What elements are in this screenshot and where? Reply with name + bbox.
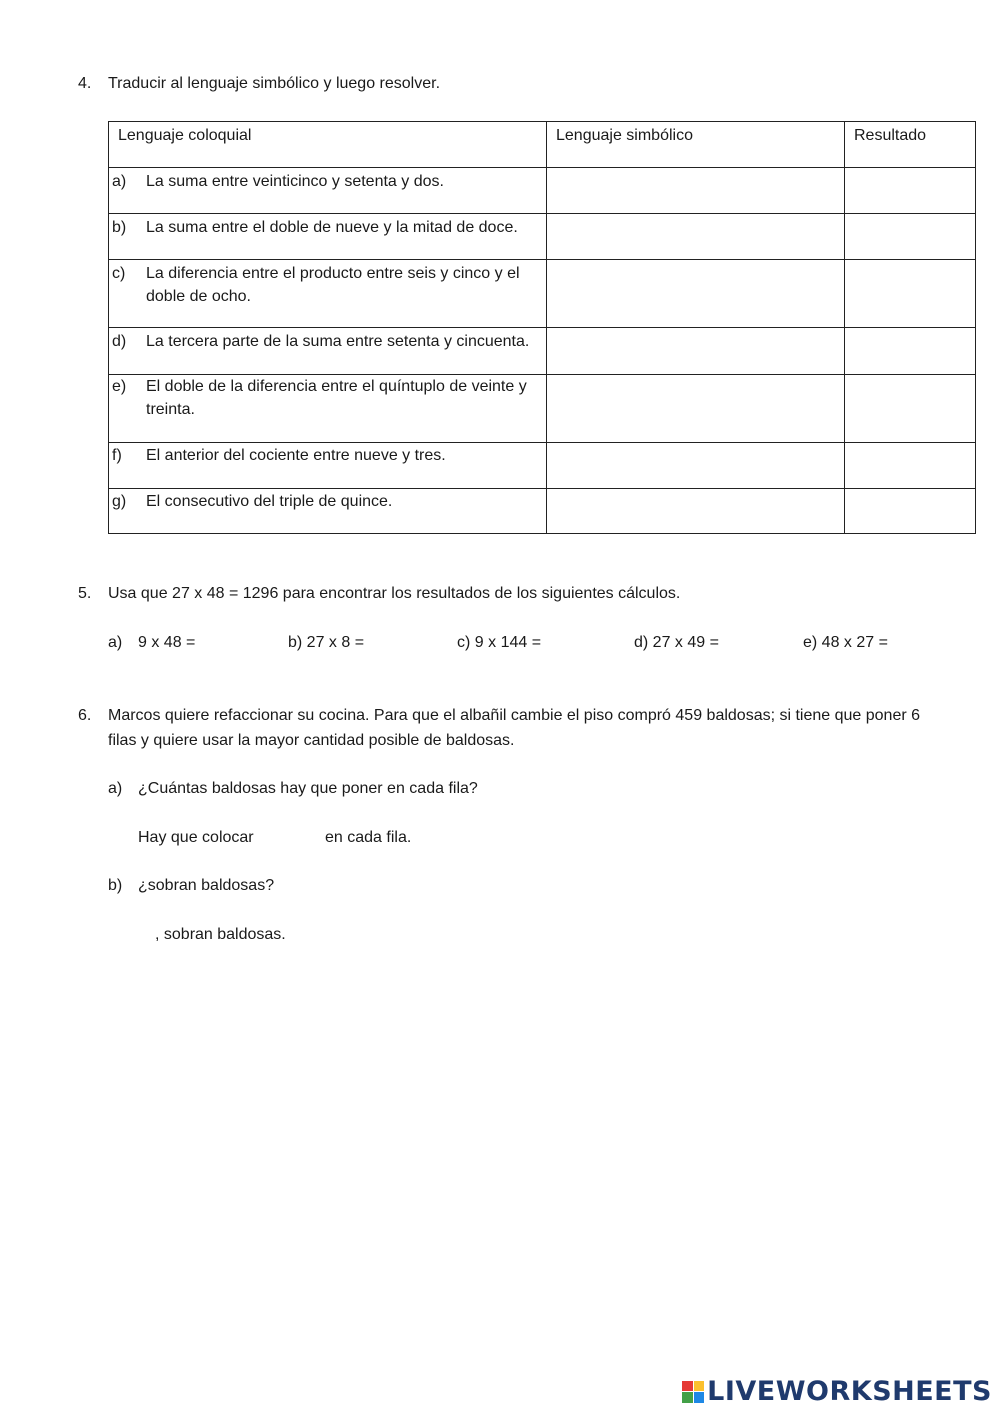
row-text: La suma entre el doble de nueve y la mitad de doce.	[146, 219, 518, 236]
symbolic-answer-cell[interactable]	[547, 328, 845, 375]
calc-answer-e[interactable]	[895, 630, 965, 654]
logo-square-yellow	[694, 1381, 705, 1392]
result-answer-cell[interactable]	[845, 328, 976, 375]
calc-answer-a[interactable]	[200, 630, 270, 654]
logo-square-green	[682, 1392, 693, 1403]
header-coloquial: Lenguaje coloquial	[118, 127, 252, 144]
row-letter: f)	[112, 447, 122, 464]
row-letter: a)	[112, 173, 127, 190]
q6a-letter: a)	[108, 780, 123, 797]
table-header-row	[109, 122, 976, 168]
translation-table	[108, 121, 976, 534]
calc-item-d: d) 27 x 49 =	[634, 634, 719, 651]
result-answer-cell[interactable]	[845, 214, 976, 260]
calc-answer-d[interactable]	[725, 630, 795, 654]
logo-square-red	[682, 1381, 693, 1392]
calc-item-a: 9 x 48 =	[138, 634, 196, 651]
header-resultado: Resultado	[854, 127, 927, 144]
calc-item-e: e) 48 x 27 =	[803, 634, 888, 651]
row-text: El anterior del cociente entre nueve y tres.	[146, 447, 446, 464]
liveworksheets-logo-icon	[682, 1381, 704, 1403]
symbolic-answer-cell[interactable]	[547, 489, 845, 534]
result-answer-cell[interactable]	[845, 260, 976, 328]
row-letter: c)	[112, 265, 126, 282]
result-answer-cell[interactable]	[845, 443, 976, 489]
row-letter: d)	[112, 333, 127, 350]
liveworksheets-logo-text: LIVEWORKSHEETS	[707, 1376, 992, 1407]
row-text: El doble de la diferencia entre el quíntuplo de veinte y treinta.	[146, 378, 527, 418]
calc-answer-b[interactable]	[370, 630, 440, 654]
table-row	[109, 489, 976, 534]
symbolic-answer-cell[interactable]	[547, 260, 845, 328]
question-6-text-line2: filas y quiere usar la mayor cantidad posible de baldosas.	[108, 732, 515, 749]
question-6-text-line1: Marcos quiere refaccionar su cocina. Para que el albañil cambie el piso compró 459 baldosas; si tiene que poner 6	[108, 707, 921, 724]
table-row	[109, 443, 976, 489]
q6a-answer-input[interactable]	[262, 825, 320, 849]
table-row	[109, 168, 976, 214]
question-5-instruction: Usa que 27 x 48 = 1296 para encontrar los resultados de los siguientes cálculos.	[108, 585, 681, 602]
q6b-answer-input[interactable]	[96, 922, 152, 946]
q6a-answer-prefix: Hay que colocar	[138, 829, 254, 846]
q6a-question: ¿Cuántas baldosas hay que poner en cada fila?	[138, 780, 478, 797]
logo-square-blue	[694, 1392, 705, 1403]
question-5-number: 5.	[78, 585, 92, 602]
table-row	[109, 214, 976, 260]
table-row	[109, 260, 976, 328]
question-4-number: 4.	[78, 75, 92, 92]
question-6-number: 6.	[78, 707, 92, 724]
q6b-letter: b)	[108, 877, 123, 894]
row-letter: b)	[112, 219, 127, 236]
calc-item-c: c) 9 x 144 =	[457, 634, 542, 651]
liveworksheets-logo	[682, 1376, 992, 1407]
q6b-answer-suffix: , sobran baldosas.	[155, 926, 286, 943]
row-text: La diferencia entre el producto entre seis y cinco y el doble de ocho.	[146, 265, 520, 305]
result-answer-cell[interactable]	[845, 375, 976, 443]
row-text: El consecutivo del triple de quince.	[146, 493, 393, 510]
q6a-answer-suffix: en cada fila.	[325, 829, 412, 846]
row-text: La tercera parte de la suma entre setenta y cincuenta.	[146, 333, 530, 350]
symbolic-answer-cell[interactable]	[547, 214, 845, 260]
table-row	[109, 375, 976, 443]
row-letter: e)	[112, 378, 127, 395]
table-row	[109, 328, 976, 375]
header-simbolico: Lenguaje simbólico	[556, 127, 693, 144]
row-letter: g)	[112, 493, 127, 510]
row-text: La suma entre veinticinco y setenta y dos.	[146, 173, 444, 190]
q6b-question: ¿sobran baldosas?	[138, 877, 275, 894]
result-answer-cell[interactable]	[845, 168, 976, 214]
calc-item-a-letter: a)	[108, 634, 123, 651]
question-4-instruction: Traducir al lenguaje simbólico y luego resolver.	[108, 75, 441, 92]
symbolic-answer-cell[interactable]	[547, 443, 845, 489]
symbolic-answer-cell[interactable]	[547, 375, 845, 443]
symbolic-answer-cell[interactable]	[547, 168, 845, 214]
result-answer-cell[interactable]	[845, 489, 976, 534]
calc-item-b: b) 27 x 8 =	[288, 634, 365, 651]
calc-answer-c[interactable]	[547, 630, 617, 654]
